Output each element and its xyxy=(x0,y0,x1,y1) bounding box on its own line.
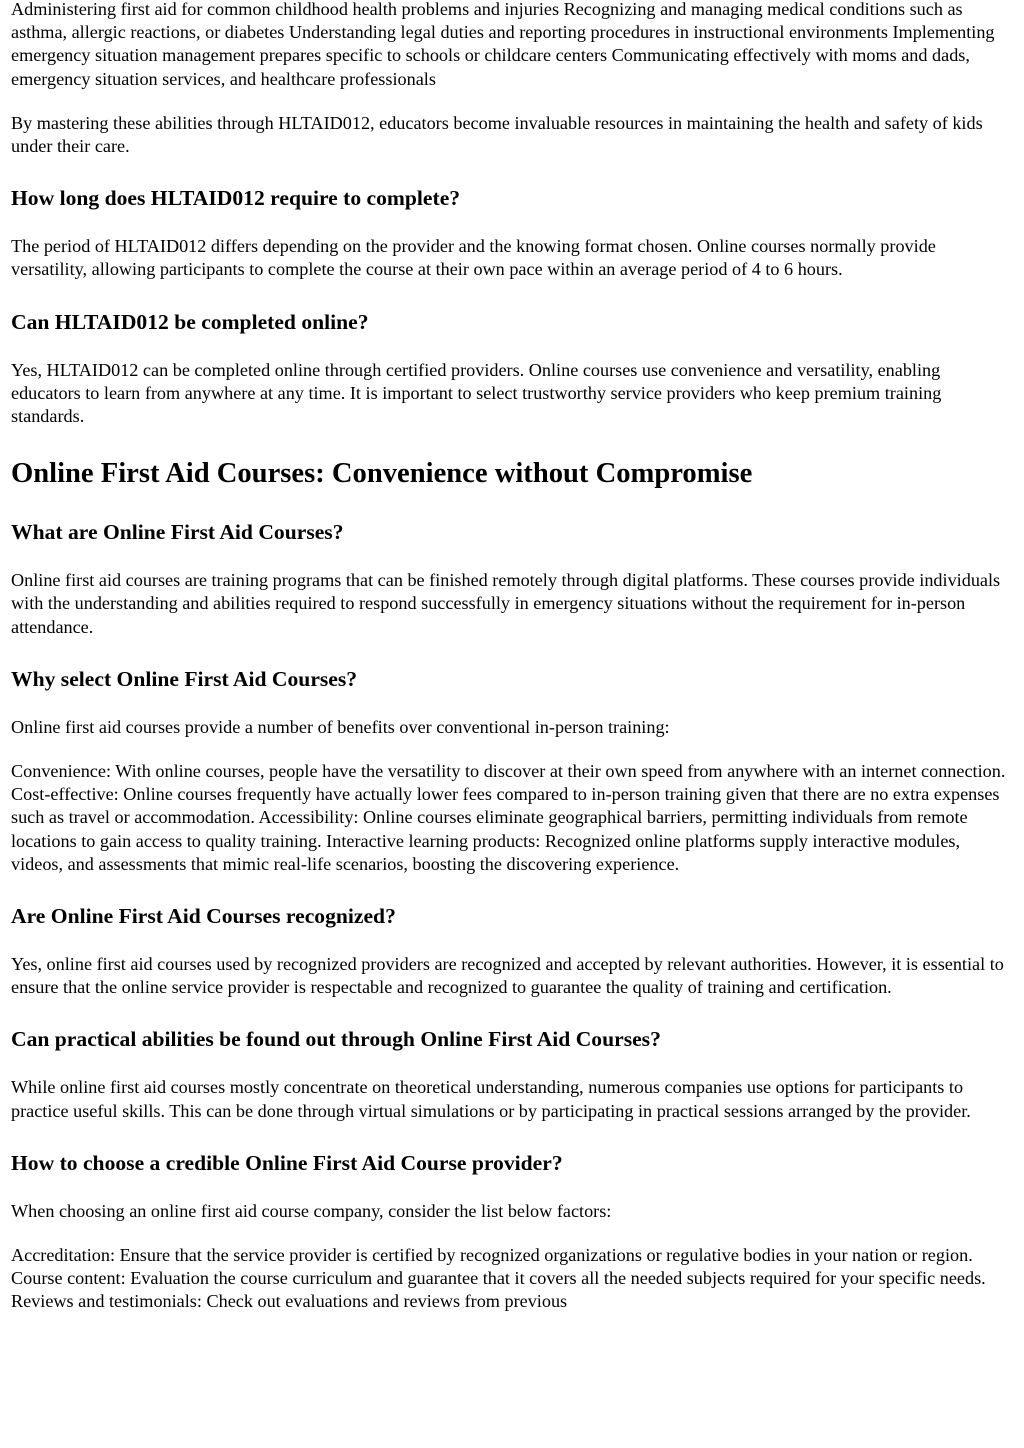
heading-what-are-courses: What are Online First Aid Courses? xyxy=(11,520,344,545)
paragraph-benefits-list: Convenience: With online courses, people have the versatility to discover at their own speed from anywhere with an internet connection. Cost-effective: Online courses frequently have actually lower fees compared to in-person training given that there are no extra expenses such as travel or accommodation. Accessibility: Online courses eliminate geographical barriers, permitting individuals from remote locations to gain access to quality training. Interactive learning products: Recognized online platforms supply interactive modules, videos, and assessments that mimic real-life scenarios, boosting the discovering experience. xyxy=(11,761,1006,874)
paragraph-practical-abilities-answer: While online first aid courses mostly concentrate on theoretical understanding, numerous companies use options for participants to practice useful skills. This can be done through virtual simulations or by participating in practical sessions arranged by the provider. xyxy=(11,1077,971,1121)
paragraph-choose-provider-factors: Accreditation: Ensure that the service provider is certified by recognized organizations or regulative bodies in your nation or region. Course content: Evaluation the course curriculum and guarantee that it covers all the needed subjects required for your specific needs. Reviews and testimonials: Check out evaluations and reviews from previous xyxy=(11,1245,986,1312)
paragraph-recognized-answer: Yes, online first aid courses used by recognized providers are recognized and accepted by relevant authorities. However, it is essential to ensure that the online service provider is respectable and recognized to guarantee the quality of training and certification. xyxy=(11,954,1004,998)
section-title: Online First Aid Courses: Convenience without Compromise xyxy=(11,458,753,490)
paragraph-mastering-abilities: By mastering these abilities through HLTAID012, educators become invaluable resources in maintaining the health and safety of kids under their care. xyxy=(11,112,983,157)
heading-online-completion-question: Can HLTAID012 be completed online? xyxy=(11,309,369,334)
paragraph-benefits-intro: Online first aid courses provide a number of benefits over conventional in-person training: xyxy=(11,716,670,737)
paragraph-online-completion-answer: Yes, HLTAID012 can be completed online through certified providers. Online courses use convenience and versatility, enabling educators to learn from anywhere at any time. It is important to select trustworthy service providers who keep premium training standards. xyxy=(11,359,942,427)
paragraph-duration-answer: The period of HLTAID012 differs depending on the provider and the knowing format chosen. Online courses normally provide versatility, allowing participants to complete the course at their own pace within an average period of 4 to 6 hours. xyxy=(11,236,936,280)
heading-why-select-courses: Why select Online First Aid Courses? xyxy=(11,666,358,691)
paragraph-what-are-courses: Online first aid courses are training programs that can be finished remotely through digital platforms. These courses provide individuals with the understanding and abilities required to respond successfully in emergency situations without the requirement for in-person attendance. xyxy=(11,570,1001,637)
heading-practical-abilities-question: Can practical abilities be found out through Online First Aid Courses? xyxy=(11,1027,661,1052)
heading-choose-provider-question: How to choose a credible Online First Aid Course provider? xyxy=(11,1150,563,1175)
heading-recognized-question: Are Online First Aid Courses recognized? xyxy=(11,904,396,929)
heading-duration-question: How long does HLTAID012 require to complete? xyxy=(11,186,461,211)
paragraph-choose-provider-intro: When choosing an online first aid course company, consider the list below factors: xyxy=(11,1200,612,1221)
paragraph-skills-list: Administering first aid for common childhood health problems and injuries Recognizing and managing medical conditions such as asthma, allergic reactions, or diabetes Understanding legal duties and reporting procedures in instructional environments Implementing emergency situation management prepares specific to schools or childcare centers Communicating effectively with moms and dads, emergency situation services, and healthcare professionals xyxy=(11,0,995,89)
